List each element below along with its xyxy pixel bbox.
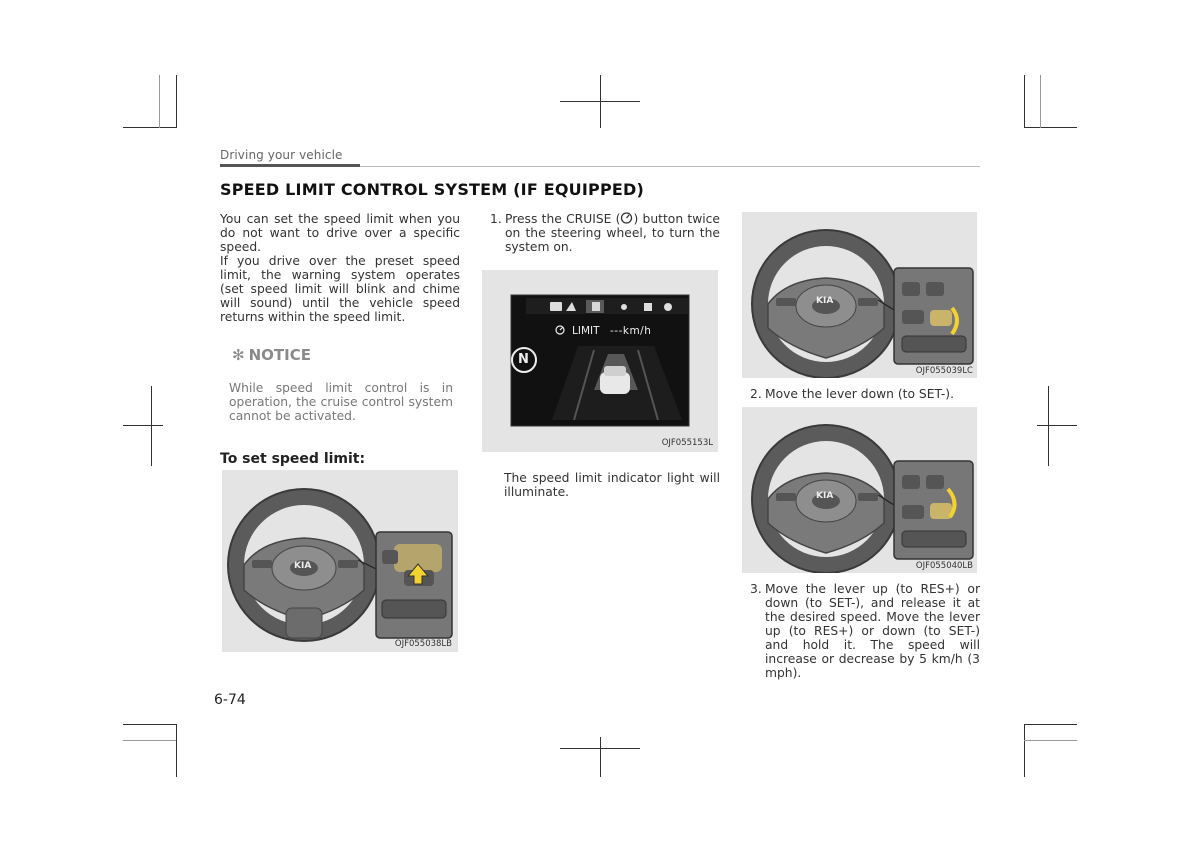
intro-text <box>220 212 460 324</box>
figure-steering-wheel-up-down <box>742 407 977 573</box>
indicator-text: The speed limit indicator light will illuminate. <box>504 471 720 499</box>
crop-mark <box>1040 75 1041 128</box>
notice-title: NOTICE <box>248 346 311 364</box>
intro-paragraph: You can set the speed limit when you do not want to drive over a specific speed. <box>220 212 460 254</box>
steering-wheel-illustration <box>742 212 977 378</box>
crop-mark <box>1024 724 1077 725</box>
crop-mark <box>1048 386 1049 466</box>
figure-code: OJF055153L <box>661 438 713 448</box>
crop-mark <box>560 101 640 102</box>
page-number: 6-74 <box>214 692 246 708</box>
steering-wheel-illustration <box>222 470 458 652</box>
wheel-logo: KIA <box>294 561 312 571</box>
step-number: 1. <box>490 212 502 226</box>
display-limit-value: ---km/h <box>610 325 652 337</box>
crop-mark <box>159 75 160 128</box>
figure-steering-wheel-down <box>742 212 977 378</box>
section-header: Driving your vehicle <box>220 148 343 162</box>
display-gear: N <box>518 352 529 367</box>
step-number: 2. <box>750 387 762 401</box>
step-text-part: Press the CRUISE ( <box>505 212 621 226</box>
notice-icon: ✻ <box>232 346 245 364</box>
crop-mark <box>151 386 152 466</box>
intro-paragraph: If you drive over the preset speed limit, the warning system operates (set speed limit will blink and chime will sound) until the vehicle speed returns within the speed limit. <box>220 254 460 324</box>
steering-wheel-illustration <box>742 407 977 573</box>
figure-code: OJF055039LC <box>915 366 973 376</box>
step-1 <box>490 212 720 256</box>
step-number: 3. <box>750 582 762 596</box>
crop-mark <box>1024 75 1025 128</box>
crop-mark <box>1024 127 1077 128</box>
step-3 <box>750 582 980 680</box>
step-text <box>505 212 720 254</box>
crop-mark <box>1037 425 1077 426</box>
header-rule <box>360 166 980 167</box>
figure-code: OJF055040LB <box>915 561 973 571</box>
figure-code: OJF055038LB <box>394 639 452 649</box>
crop-mark <box>123 724 176 725</box>
wheel-logo: KIA <box>816 296 834 306</box>
step-text-part: ) button twice on the steering wheel, to turn the system on. <box>505 212 720 254</box>
subheading: To set speed limit: <box>220 451 366 467</box>
figure-cluster-display <box>482 270 718 452</box>
wheel-logo: KIA <box>816 491 834 501</box>
figure-steering-wheel-up <box>222 470 458 652</box>
crop-mark <box>176 724 177 777</box>
step-text: Move the lever up (to RES+) or down (to SET-), and release it at the desired speed. Move the lever up (to RES+) or down (to SET-) and hold it. The speed will increase or decrease by 5 km/h (3 mph). <box>765 582 980 680</box>
display-limit-label: LIMIT <box>572 325 600 337</box>
crop-mark <box>123 127 176 128</box>
notice-heading <box>232 346 311 364</box>
notice-text: While speed limit control is in operation, the cruise control system cannot be activated. <box>229 381 453 423</box>
crop-mark <box>123 425 163 426</box>
page-title: SPEED LIMIT CONTROL SYSTEM (IF EQUIPPED) <box>220 180 644 199</box>
crop-mark <box>1024 740 1077 741</box>
crop-mark <box>176 75 177 128</box>
header-rule <box>220 164 360 167</box>
crop-mark <box>123 740 176 741</box>
crop-mark <box>600 737 601 777</box>
step-2 <box>750 387 980 403</box>
crop-mark <box>1024 724 1025 777</box>
cruise-icon <box>620 212 633 224</box>
step-text: Move the lever down (to SET-). <box>765 387 955 401</box>
crop-mark <box>560 748 640 749</box>
